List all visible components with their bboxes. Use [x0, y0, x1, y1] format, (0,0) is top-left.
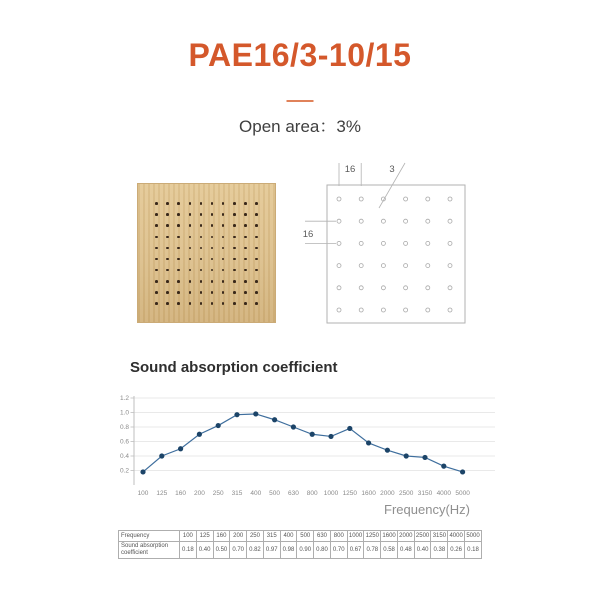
wood-hole — [255, 213, 258, 216]
wood-hole — [255, 224, 258, 227]
wood-hole — [200, 258, 203, 261]
table-coefficient-cell: 0.90 — [297, 542, 314, 559]
wood-hole — [189, 236, 192, 239]
wood-hole — [233, 247, 236, 250]
wood-hole — [177, 258, 180, 261]
table-row-coefficient — [119, 542, 482, 559]
wood-hole — [155, 247, 158, 250]
table-frequency-cell: 400 — [280, 531, 297, 542]
wood-hole — [233, 269, 236, 272]
wood-hole — [233, 280, 236, 283]
wood-hole — [222, 269, 225, 272]
y-tick-label: 1.2 — [120, 395, 129, 403]
data-point — [272, 417, 277, 422]
chart-axes — [131, 396, 135, 485]
wood-hole — [233, 213, 236, 216]
page-title: PAE16/3-10/15 — [188, 37, 412, 73]
drawing-hole — [404, 308, 408, 312]
x-tick-label: 800 — [306, 490, 318, 497]
wood-hole — [244, 280, 247, 283]
table-frequency-cell: 1000 — [347, 531, 364, 542]
table-coefficient-cell: 0.50 — [213, 542, 230, 559]
data-point — [197, 432, 202, 437]
wood-hole — [155, 258, 158, 261]
wood-hole — [233, 302, 236, 305]
y-tick-label: 0.6 — [120, 438, 129, 446]
table-frequency-cell: 800 — [330, 531, 347, 542]
table-frequency-cell: 3150 — [431, 531, 448, 542]
wood-hole — [166, 202, 169, 205]
data-point — [216, 423, 221, 428]
wood-hole — [189, 224, 192, 227]
wood-hole — [244, 258, 247, 261]
table-frequency-cell: 1250 — [364, 531, 381, 542]
title-divider — [287, 100, 314, 102]
wood-hole — [200, 280, 203, 283]
x-tick-label: 500 — [269, 490, 281, 497]
x-tick-label: 1600 — [361, 490, 376, 497]
wood-hole — [155, 202, 158, 205]
drawing-hole — [337, 197, 341, 201]
wood-hole — [189, 269, 192, 272]
wood-hole — [177, 302, 180, 305]
wood-hole — [166, 291, 169, 294]
x-tick-label: 100 — [137, 490, 149, 497]
table-frequency-cell: 630 — [314, 531, 331, 542]
wood-hole — [155, 291, 158, 294]
wood-hole — [189, 302, 192, 305]
wood-hole — [222, 224, 225, 227]
drawing-hole — [426, 219, 430, 223]
wood-hole — [177, 224, 180, 227]
drawing-hole — [337, 264, 341, 268]
chart-x-axis-label: Frequency(Hz) — [384, 502, 470, 517]
table-coefficient-cell: 0.18 — [180, 542, 197, 559]
drawing-hole — [426, 197, 430, 201]
x-tick-label: 1250 — [342, 490, 358, 497]
drawing-hole — [426, 241, 430, 245]
data-point — [310, 432, 315, 437]
wood-hole — [222, 291, 225, 294]
drawing-hole — [426, 308, 430, 312]
drawing-panel-outline — [327, 185, 465, 323]
table-coefficient-cell: 0.78 — [364, 542, 381, 559]
table-frequency-cell: 500 — [297, 531, 314, 542]
wood-hole — [222, 280, 225, 283]
table-frequency-cell: 315 — [263, 531, 280, 542]
wood-hole — [166, 224, 169, 227]
wood-hole — [244, 291, 247, 294]
chart-tick-labels — [120, 395, 470, 497]
table-frequency-cell: 2000 — [397, 531, 414, 542]
wood-hole — [200, 224, 203, 227]
y-tick-label: 0.2 — [120, 467, 129, 475]
data-point — [253, 411, 258, 416]
spec-table — [118, 530, 482, 559]
drawing-hole — [448, 197, 452, 201]
table-frequency-cell: 100 — [180, 531, 197, 542]
wood-hole — [222, 247, 225, 250]
wood-panel-image — [137, 183, 276, 323]
wood-hole — [233, 202, 236, 205]
wood-hole — [255, 236, 258, 239]
y-tick-label: 0.8 — [120, 424, 129, 432]
table-coefficient-cell: 0.80 — [314, 542, 331, 559]
wood-hole — [233, 258, 236, 261]
wood-hole — [255, 291, 258, 294]
data-point — [460, 469, 465, 474]
wood-hole — [155, 280, 158, 283]
chart-section-heading: Sound absorption coefficient — [130, 359, 338, 376]
wood-hole — [200, 269, 203, 272]
drawing-hole — [381, 308, 385, 312]
drawing-hole — [359, 264, 363, 268]
table-coefficient-cell: 0.67 — [347, 542, 364, 559]
wood-hole — [189, 247, 192, 250]
wood-hole — [255, 258, 258, 261]
wood-hole — [211, 247, 214, 250]
x-tick-label: 160 — [175, 490, 187, 497]
wood-hole — [200, 302, 203, 305]
drawing-hole — [337, 219, 341, 223]
wood-hole — [189, 213, 192, 216]
drawing-hole — [448, 286, 452, 290]
wood-hole — [255, 302, 258, 305]
wood-hole — [189, 291, 192, 294]
table-coefficient-cell: 0.82 — [247, 542, 264, 559]
table-coefficient-cell: 0.70 — [330, 542, 347, 559]
wood-hole — [177, 236, 180, 239]
data-point — [178, 446, 183, 451]
drawing-hole — [426, 264, 430, 268]
wood-hole — [155, 236, 158, 239]
wood-hole — [222, 258, 225, 261]
wood-hole — [177, 280, 180, 283]
data-point — [291, 424, 296, 429]
wood-hole — [211, 291, 214, 294]
wood-hole — [211, 280, 214, 283]
wood-hole — [211, 236, 214, 239]
data-point — [159, 453, 164, 458]
drawing-hole — [448, 308, 452, 312]
y-tick-label: 1.0 — [120, 409, 129, 417]
data-point — [385, 448, 390, 453]
x-tick-label: 3150 — [417, 490, 433, 497]
wood-hole — [222, 302, 225, 305]
table-coefficient-cell: 0.58 — [381, 542, 398, 559]
table-coefficient-cell: 0.97 — [263, 542, 280, 559]
data-point — [366, 440, 371, 445]
wood-hole — [177, 202, 180, 205]
x-tick-label: 400 — [250, 490, 262, 497]
drawing-hole — [337, 286, 341, 290]
drawing-hole — [359, 308, 363, 312]
wood-hole — [233, 224, 236, 227]
wood-hole — [244, 269, 247, 272]
drawing-hole — [448, 241, 452, 245]
wood-hole — [200, 213, 203, 216]
absorption-chart — [120, 394, 500, 504]
wood-hole — [255, 280, 258, 283]
drawing-hole — [448, 219, 452, 223]
table-row-label: Sound absorption coefficient — [119, 542, 180, 559]
wood-hole — [155, 302, 158, 305]
wood-hole — [255, 247, 258, 250]
table-frequency-cell: 250 — [247, 531, 264, 542]
wood-hole — [200, 236, 203, 239]
wood-hole — [177, 213, 180, 216]
wood-hole — [189, 202, 192, 205]
table-frequency-cell: 160 — [213, 531, 230, 542]
wood-hole — [155, 213, 158, 216]
data-point — [404, 453, 409, 458]
wood-hole — [255, 269, 258, 272]
data-point — [328, 434, 333, 439]
drawing-hole — [359, 197, 363, 201]
x-tick-label: 200 — [193, 490, 205, 497]
wood-hole — [166, 269, 169, 272]
table-frequency-cell: 5000 — [465, 531, 482, 542]
table-frequency-cell: 2500 — [414, 531, 431, 542]
table-row-frequency — [119, 531, 482, 542]
drawing-hole — [359, 241, 363, 245]
wood-hole — [244, 247, 247, 250]
drawing-hole — [426, 286, 430, 290]
wood-hole — [233, 236, 236, 239]
dim-hole-label: 3 — [389, 164, 395, 175]
drawing-hole — [381, 219, 385, 223]
table-coefficient-cell: 0.38 — [431, 542, 448, 559]
wood-hole — [244, 236, 247, 239]
wood-hole — [244, 202, 247, 205]
drawing-hole — [381, 264, 385, 268]
chart-line-series — [140, 411, 465, 474]
table-coefficient-cell: 0.18 — [465, 542, 482, 559]
wood-hole — [155, 269, 158, 272]
table-frequency-cell: 4000 — [448, 531, 465, 542]
table-coefficient-cell: 0.40 — [414, 542, 431, 559]
table-frequency-cell: 200 — [230, 531, 247, 542]
data-point — [234, 412, 239, 417]
wood-hole — [211, 269, 214, 272]
wood-hole — [166, 258, 169, 261]
wood-hole — [166, 213, 169, 216]
wood-hole — [200, 247, 203, 250]
table-row-label: Frequency — [119, 531, 180, 542]
data-point — [347, 426, 352, 431]
wood-hole — [189, 258, 192, 261]
x-tick-label: 2000 — [380, 490, 395, 497]
x-tick-label: 630 — [287, 490, 299, 497]
wood-hole — [211, 202, 214, 205]
wood-hole — [255, 202, 258, 205]
wood-hole — [244, 302, 247, 305]
table-frequency-cell: 125 — [196, 531, 213, 542]
y-tick-label: 0.4 — [120, 453, 129, 461]
series-line — [143, 414, 463, 472]
table-coefficient-cell: 0.40 — [196, 542, 213, 559]
table-coefficient-cell: 0.98 — [280, 542, 297, 559]
x-tick-label: 125 — [156, 490, 168, 497]
wood-hole — [166, 280, 169, 283]
wood-hole — [244, 213, 247, 216]
wood-hole — [166, 236, 169, 239]
drawing-hole — [404, 286, 408, 290]
wood-panel-holes — [151, 198, 262, 309]
drawing-hole — [381, 286, 385, 290]
drawing-hole — [404, 197, 408, 201]
drawing-hole — [359, 219, 363, 223]
wood-hole — [222, 213, 225, 216]
x-tick-label: 1000 — [323, 490, 339, 497]
wood-hole — [166, 247, 169, 250]
drawing-hole — [381, 241, 385, 245]
drawing-hole — [337, 241, 341, 245]
data-point — [140, 469, 145, 474]
table-coefficient-cell: 0.48 — [397, 542, 414, 559]
table-frequency-cell: 1600 — [381, 531, 398, 542]
drawing-hole — [404, 219, 408, 223]
x-tick-label: 2500 — [398, 490, 414, 497]
wood-hole — [222, 236, 225, 239]
drawing-hole — [404, 241, 408, 245]
drawing-hole — [404, 264, 408, 268]
table-coefficient-cell: 0.26 — [448, 542, 465, 559]
wood-hole — [200, 202, 203, 205]
wood-hole — [222, 202, 225, 205]
dim-left-label: 16 — [302, 229, 314, 240]
wood-hole — [177, 291, 180, 294]
drawing-hole — [337, 308, 341, 312]
table-coefficient-cell: 0.70 — [230, 542, 247, 559]
wood-hole — [211, 258, 214, 261]
wood-hole — [211, 224, 214, 227]
open-area-text: Open area：3% — [239, 117, 361, 136]
x-tick-label: 250 — [212, 490, 224, 497]
wood-hole — [211, 302, 214, 305]
dim-top-label: 16 — [344, 164, 356, 175]
drawing-hole — [359, 286, 363, 290]
drawing-svg — [295, 156, 473, 332]
wood-hole — [166, 302, 169, 305]
wood-hole — [177, 269, 180, 272]
wood-hole — [233, 291, 236, 294]
wood-hole — [244, 224, 247, 227]
wood-hole — [211, 213, 214, 216]
x-tick-label: 5000 — [455, 490, 470, 497]
drawing-hole — [448, 264, 452, 268]
x-tick-label: 4000 — [436, 490, 452, 497]
wood-hole — [177, 247, 180, 250]
data-point — [441, 464, 446, 469]
wood-hole — [200, 291, 203, 294]
data-point — [422, 455, 427, 460]
x-tick-label: 315 — [231, 490, 243, 497]
wood-hole — [189, 280, 192, 283]
wood-hole — [155, 224, 158, 227]
